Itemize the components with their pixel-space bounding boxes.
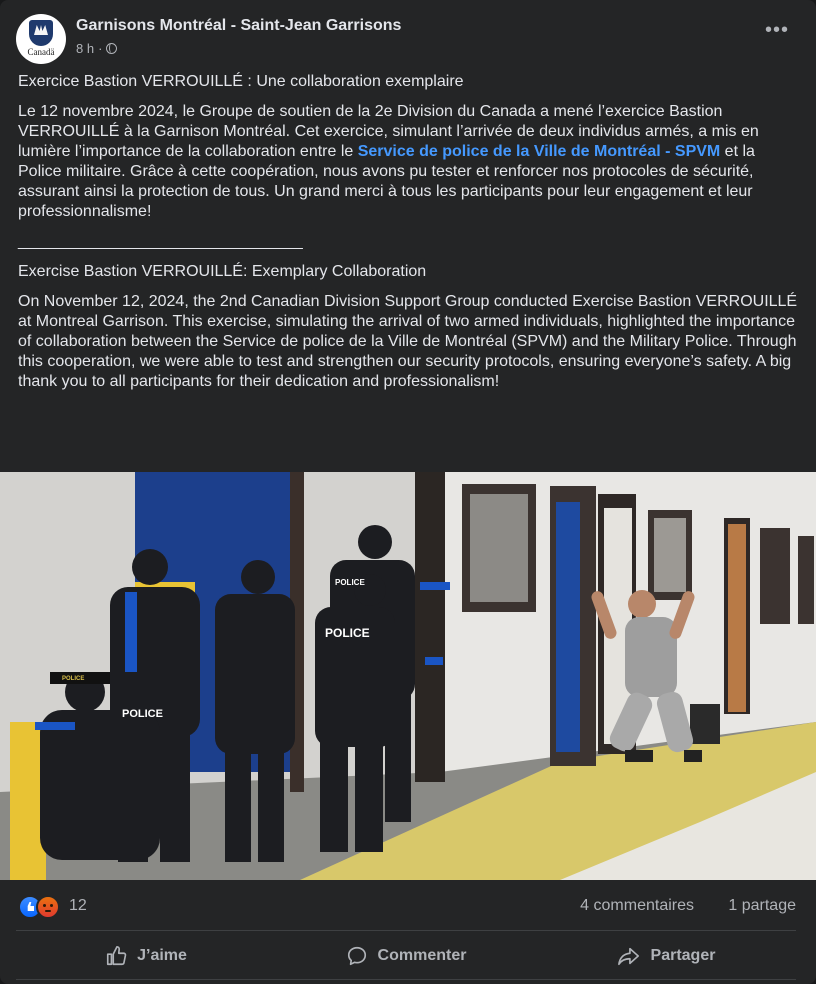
post-actions [16,934,796,978]
text-separator: ________________________________ [18,233,303,250]
post-photo[interactable] [0,472,816,880]
public-globe-icon [106,43,117,54]
comment-label: Commenter [377,947,467,964]
fr-body-end: et la Police militaire. Grâce à cette coopération, nous avons pu tester et renforcer nos protocoles de sécurité, assurant ainsi la protection de tous. Un grand merci à tous les participants pour leur engagement et leur professionnalisme! [18,143,755,220]
vest-label-4: POLICE [62,676,85,682]
post-meta [76,41,117,56]
more-options-button[interactable]: ••• [764,19,789,41]
angry-icon [36,895,60,919]
reaction-summary [18,893,796,919]
post-text [18,72,802,402]
post-header [16,14,800,66]
share-arrow-icon [617,945,641,967]
comments-count-link[interactable]: 4 commentaires [580,897,694,914]
shares-count-link[interactable]: 1 partage [728,897,796,914]
page-name[interactable]: Garnisons Montréal - Saint-Jean Garrisons [76,17,402,34]
vest-label-3: POLICE [335,578,365,587]
like-button[interactable] [16,934,276,978]
divider [16,979,796,980]
avatar-wordmark: Canadä [27,47,55,57]
meta-separator: · [98,41,103,56]
en-body: On November 12, 2024, the 2nd Canadian Division Support Group conducted Exercise Bastion VERROUILLÉ at Montreal Garrison. This exercise, simulating the arrival of two armed individuals, highlighted the importance of collaboration between the Service de police de la Ville de Montréal (SPVM) and the Military Police. Through this cooperation, we were able to test and strengthen our security protocols, ensuring everyone’s safety. A big thank you to all participants for their dedication and professionalism! [18,293,798,390]
like-label: J’aime [137,947,187,964]
page-avatar[interactable] [16,14,66,64]
comment-bubble-icon [346,945,368,967]
fr-body [18,102,802,222]
training-scene-illustration [0,472,816,880]
comment-button[interactable] [276,934,536,978]
crest-icon [29,20,53,46]
en-title: Exercise Bastion VERROUILLÉ: Exemplary Collaboration [18,263,427,280]
thumbs-up-icon [105,945,127,967]
reaction-icons[interactable] [18,895,66,917]
vest-label-2: POLICE [325,626,370,640]
divider [16,930,796,931]
vest-label-1: POLICE [122,708,163,720]
fr-body-start: Le 12 novembre 2024, le Groupe de soutien de la 2e Division du Canada a mené l’exercice Bastion VERROUILLÉ à la Garnison Montréal. Cet exercice, simulant l’arrivée de deux individus armés, a mis en lumière l’importance de la collaboration entre le [18,103,759,160]
share-label: Partager [650,947,716,964]
post-time[interactable]: 8 h [76,41,95,56]
fr-title: Exercice Bastion VERROUILLÉ : Une collaboration exemplaire [18,73,464,90]
spvm-link[interactable]: Service de police de la Ville de Montréal - SPVM [357,143,721,160]
reaction-count[interactable]: 12 [69,897,87,914]
share-button[interactable] [536,934,796,978]
